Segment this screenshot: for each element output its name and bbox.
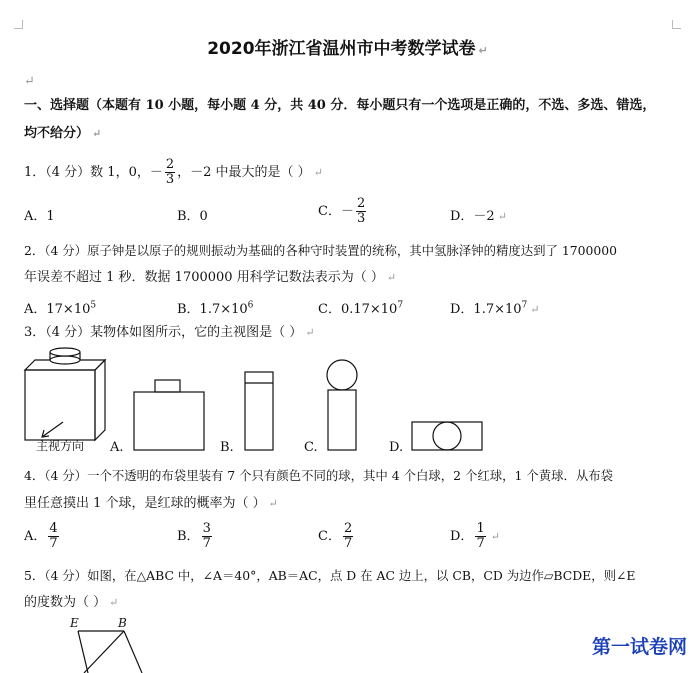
q3-option-c: C. — [304, 440, 318, 455]
q1-option-d: D．－2 ↵ — [450, 209, 507, 224]
q2-option-b: B．$1.7\times 10^6$ — [177, 300, 254, 317]
question-2-line2: 年误差不超过 1 秒．数据 1700000 用科学记数法表示为（ ） ↵ — [24, 270, 397, 285]
section-heading-line2: 均不给分） ↵ — [24, 126, 102, 141]
question-5-line2: 的度数为（ ） ↵ — [24, 595, 119, 610]
q2-option-d: D．$1.7\times 10^7$ ↵ — [450, 300, 540, 317]
q3-option-a-figure — [134, 380, 204, 450]
q5-geometry-figure — [60, 628, 160, 673]
page-title: 2020年浙江省温州市中考数学试卷 ↵ — [207, 39, 488, 59]
q3-option-b-figure — [245, 372, 273, 450]
q3-figures — [0, 345, 695, 460]
q4-option-b: B． $\frac{3}{7}$ — [177, 521, 211, 551]
q3-option-d: D. — [389, 440, 404, 455]
question-5-line1: 5．（4 分）如图，在△ABC 中，∠A＝40°，AB＝AC，点 D 在 AC 边上，以 CB，CD 为边作▱BCDE，则∠E — [24, 568, 636, 583]
q5-label-e: E — [70, 616, 79, 630]
q3-option-d-figure — [412, 422, 482, 450]
question-2-line1: 2．（4 分）原子钟是以原子的规则振动为基础的各种守时装置的统称，其中氢脉泽钟的精度达到了 1700000 — [24, 243, 618, 258]
corner-mark-top-left — [14, 20, 23, 29]
paragraph-mark: ↵ — [24, 74, 35, 89]
q2-option-c: C．$0.17\times 10^7$ — [318, 300, 404, 317]
q1-option-c: C．－ $\frac{2}{3}$ — [318, 196, 366, 226]
q4-option-c: C． $\frac{2}{7}$ — [318, 521, 353, 551]
q1-option-a: A．1 — [24, 209, 55, 224]
q1-option-b: B．0 — [177, 209, 208, 224]
question-4-line2: 里任意摸出 1 个球，是红球的概率为（ ） ↵ — [24, 496, 278, 511]
q3-option-c-figure — [327, 360, 357, 450]
question-3-stem: 3．（4 分）某物体如图所示，它的主视图是（ ） ↵ — [24, 325, 315, 340]
question-4-line1: 4．（4 分）一个不透明的布袋里装有 7 个只有颜色不同的球，其中 4 个白球，2 个红球，1 个黄球．从布袋 — [24, 468, 614, 483]
q3-option-b: B. — [220, 440, 234, 455]
q5-label-b: B — [118, 616, 127, 630]
q4-option-a: A． $\frac{4}{7}$ — [24, 521, 58, 551]
q2-option-a: A．$17\times 10^5$ — [24, 300, 97, 317]
watermark-logo: 第一试卷网 — [591, 636, 687, 658]
q3-object-figure — [25, 348, 105, 440]
q3-figure-label: 主视方向 — [36, 439, 85, 453]
corner-mark-top-right — [672, 20, 681, 29]
fraction: $\frac{2}{3}$ — [165, 157, 175, 187]
section-heading-line1: 一、选择题（本题有 10 小题，每小题 4 分，共 40 分．每小题只有一个选项是正确的，不选、多选、错选， — [24, 98, 656, 113]
question-1-stem: 1．（4 分）数 1，0，－ $\frac{2}{3}$ ，－2 中最大的是（ ） ↵ — [24, 157, 323, 187]
q3-option-a: A. — [110, 440, 124, 455]
q4-option-d: D． $\frac{1}{7}$ ↵ — [450, 521, 500, 551]
